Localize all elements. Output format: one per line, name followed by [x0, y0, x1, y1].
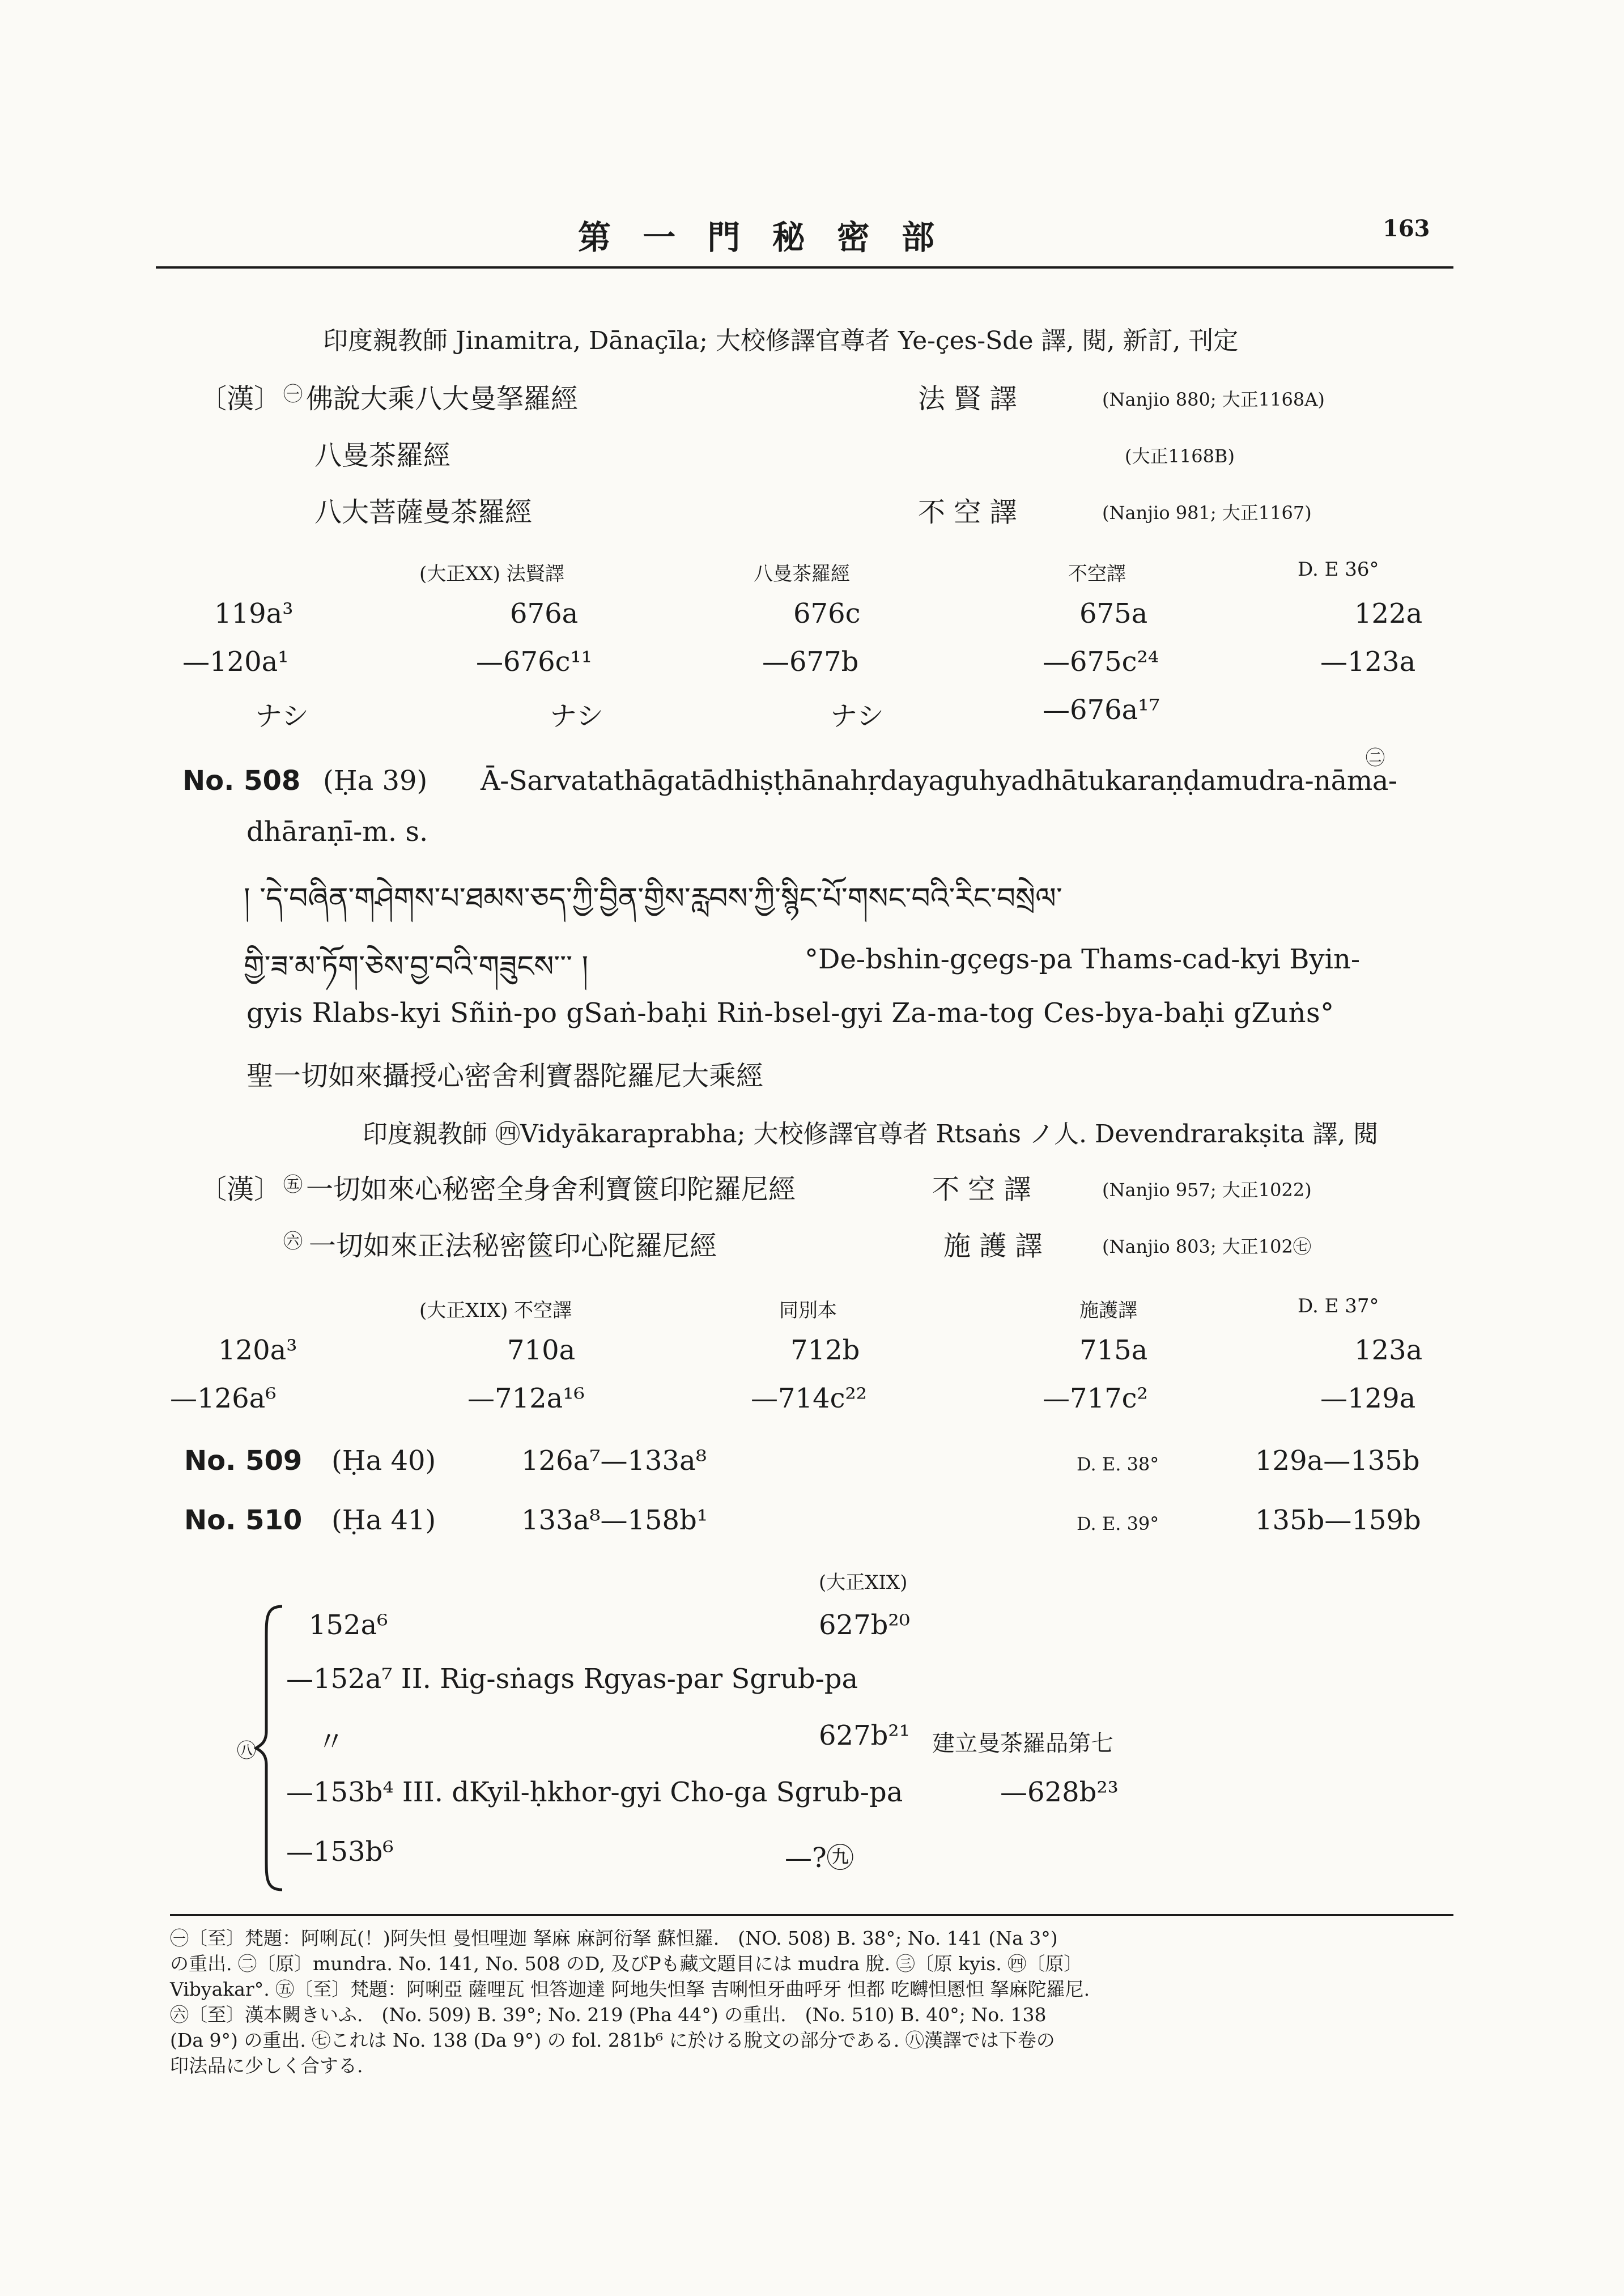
table1-cell: 122a: [1354, 598, 1423, 630]
entry-de-509: D. E. 38°: [1077, 1453, 1159, 1475]
footnote-line: ㊀〔至〕梵題：阿唎瓦(！)阿失怛 曼怛哩迦 拏麻 麻訶衍拏 蘇怛羅. (NO. 508) B. 38°; No. 141 (Na 3°): [170, 1927, 1058, 1949]
bracket-line-4-right: —628b²³: [1000, 1776, 1119, 1808]
table1-header-2: 八曼茶羅經: [754, 563, 850, 585]
bracket-line-1-left: 152a⁶: [309, 1609, 388, 1641]
bracket-line-4-left: —153b⁴ III. dKyil-ḥkhor-gyi Cho-ga Sgrub-pa: [286, 1776, 903, 1808]
table2-cell: 710a: [507, 1334, 576, 1366]
table2-cell: 123a: [1354, 1334, 1423, 1366]
footnote-line: ㊅〔至〕漢本闕きいふ. (No. 509) B. 39°; No. 219 (Pha 44°) の重出. (No. 510) B. 40°; No. 138: [170, 2004, 1047, 2026]
translator-line: 印度親教師 Jinamitra, Dānaçīla; 大校修譯官尊者 Ye-çes-Sde 譯, 閱, 新訂, 刊定: [323, 326, 1239, 355]
chinese-title-508: 聖一切如來攝授心密舍利寶器陀羅尼大乘經: [246, 1060, 764, 1092]
table2-cell: 712b: [790, 1334, 860, 1366]
footnote-line: 印法品に少しく合する.: [170, 2055, 363, 2077]
transliteration-line-1: °De-bshin-gçegs-pa Thams-cad-kyi Byin-: [805, 943, 1361, 975]
footnote-mark-1: ㊀: [283, 383, 303, 406]
translator-3: 不 空 譯: [918, 496, 1017, 528]
chinese-title-1: 佛說大乘八大曼拏羅經: [306, 383, 579, 415]
translator-508-1: 不 空 譯: [932, 1173, 1031, 1205]
entry-number-508: No. 508: [182, 765, 301, 797]
entry-ha-508: (Ḥa 39): [323, 765, 428, 797]
curly-bracket: [254, 1604, 288, 1893]
table1-header-1: (大正XX) 法賢譯: [419, 563, 564, 585]
translator-1: 法 賢 譯: [918, 383, 1017, 415]
ref-508-2: (Nanjio 803; 大正102㊆: [1102, 1236, 1311, 1257]
table2-cell: —126a⁶: [170, 1383, 277, 1414]
taisho-label: (大正XIX): [819, 1571, 908, 1594]
table1-cell: ナシ: [830, 700, 885, 732]
table1-cell: —676c¹¹: [476, 646, 592, 678]
footnote-line: (Da 9°) の重出. ㊆これは No. 138 (Da 9°) の fol. 281b⁶ に於ける脫文の部分である. ㊇漢譯では下卷の: [170, 2029, 1055, 2051]
footnote-line: の重出. ㊁〔原〕mundra. No. 141, No. 508 のD, 及びPも藏文題目には mudra 脫. ㊂〔原 kyis. ㊃〔原〕: [170, 1953, 1083, 1975]
table2-cell: —712a¹⁶: [467, 1383, 585, 1414]
han-label: 〔漢〕: [199, 383, 282, 415]
sanskrit-title-line-2: dhāraṇī-m. s.: [246, 816, 428, 848]
table2-header-1: (大正XIX) 不空譯: [419, 1299, 572, 1322]
entry-number-509: No. 509: [184, 1445, 303, 1477]
chinese-title-2: 八曼茶羅經: [314, 440, 451, 471]
ref-3: (Nanjio 981; 大正1167): [1102, 502, 1312, 524]
sanskrit-title-line-1: Ā-Sarvatathāgatādhiṣṭhānahṛdayaguhyadhātukaraṇḍamudra-nāma-: [481, 765, 1397, 797]
table2-cell: —714c²²: [751, 1383, 867, 1414]
table1-cell: ナシ: [255, 700, 309, 732]
entry-ha-509: (Ḥa 40): [331, 1445, 436, 1477]
table1-cell: 675a: [1079, 598, 1148, 630]
entry-number-510: No. 510: [184, 1504, 303, 1536]
footnote-mark-2: ㊁: [1366, 747, 1385, 769]
entry-de-range-509: 129a—135b: [1255, 1445, 1420, 1477]
entry-range-509: 126a⁷—133a⁸: [521, 1445, 707, 1477]
footnote-rule: [170, 1914, 1453, 1916]
page-title: 第 一 門 秘 密 部: [578, 218, 945, 257]
entry-de-510: D. E. 39°: [1077, 1513, 1159, 1534]
header-rule: [156, 266, 1453, 269]
table1-cell: —120a¹: [182, 646, 289, 678]
table2-cell: 715a: [1079, 1334, 1148, 1366]
bracket-line-2-left: —152a⁷ II. Rig-sṅags Rgyas-par Sgrub-pa: [286, 1663, 858, 1695]
bracket-line-1-right: 627b²⁰: [819, 1609, 910, 1641]
bracket-line-3-left: 〃: [317, 1726, 345, 1758]
entry-de-range-510: 135b—159b: [1255, 1504, 1421, 1536]
page-number: 163: [1383, 215, 1430, 242]
table1-header-3: 不空譯: [1068, 563, 1126, 585]
table1-cell: —123a: [1320, 646, 1416, 678]
chinese-title-508-1: 一切如來心秘密全身舍利寶篋印陀羅尼經: [306, 1173, 796, 1205]
table1-cell: —675c²⁴: [1043, 646, 1159, 678]
footnote-line: Vibyakar°. ㊄〔至〕梵題：阿唎亞 薩哩瓦 怛答迦達 阿地失怛拏 吉唎怛牙曲呼牙 怛都 吃嚩怛慁怛 拏麻陀羅尼.: [170, 1978, 1090, 2000]
table2-header-4: D. E 37°: [1298, 1295, 1379, 1317]
footnote-mark-5: ㊄: [283, 1173, 303, 1196]
table1-cell: —676a¹⁷: [1043, 694, 1160, 726]
translator-line-508: 印度親教師 ㊃Vidyākaraprabha; 大校修譯官尊者 Rtsaṅs ノ人. Devendrarakṣita 譯, 閱: [363, 1120, 1379, 1149]
bracket-line-5-left: —153b⁶: [286, 1836, 394, 1868]
han-label-508: 〔漢〕: [199, 1173, 282, 1205]
bracket-line-3-note: 建立曼茶羅品第七: [932, 1730, 1113, 1757]
table1-cell: 119a³: [214, 598, 294, 630]
table2-cell: 120a³: [218, 1334, 297, 1366]
table1-cell: 676c: [793, 598, 861, 630]
entry-range-510: 133a⁸—158b¹: [521, 1504, 708, 1536]
chinese-title-3: 八大菩薩曼茶羅經: [314, 496, 533, 528]
table2-header-3: 施護譯: [1079, 1299, 1137, 1322]
table2-cell: —717c²: [1043, 1383, 1148, 1414]
footnote-mark-8: ㊇: [237, 1740, 256, 1762]
translator-508-2: 施 護 譯: [943, 1230, 1043, 1262]
table1-cell: ナシ: [550, 700, 604, 732]
entry-ha-510: (Ḥa 41): [331, 1504, 436, 1536]
table1-cell: 676a: [510, 598, 579, 630]
tibetan-title-line-2: གྱི་ཟ་མ་ཏོག་ཅེས་བྱ་བའི་གཟུངས་་་ །: [244, 950, 589, 984]
table2-cell: —129a: [1320, 1383, 1416, 1414]
table1-cell: —677b: [762, 646, 859, 678]
ref-508-1: (Nanjio 957; 大正1022): [1102, 1179, 1312, 1201]
bracket-line-3-right: 627b²¹: [819, 1720, 910, 1751]
footnote-mark-6: ㊅: [283, 1230, 303, 1253]
chinese-title-508-2: 一切如來正法秘密篋印心陀羅尼經: [309, 1230, 717, 1262]
table2-header-2: 同別本: [779, 1299, 837, 1322]
transliteration-line-2: gyis Rlabs-kyi Sñiṅ-po gSaṅ-baḥi Riṅ-bsel-gyi Za-ma-tog Ces-bya-baḥi gZuṅs°: [246, 997, 1334, 1029]
ref-2: (大正1168B): [1125, 445, 1235, 467]
bracket-line-5-right: —?㊈: [785, 1842, 854, 1874]
tibetan-title-line-1: ། ་དེ་བཞིན་གཤེགས་པ་ཐམས་ཅད་ཀྱི་བྱིན་གྱིས་རླབས་ཀྱི་སྙིང་པོ་གསང་བའི་རིང་བསྲེལ་: [244, 882, 1062, 916]
ref-1: (Nanjio 880; 大正1168A): [1102, 389, 1325, 410]
table1-header-4: D. E 36°: [1298, 558, 1379, 581]
